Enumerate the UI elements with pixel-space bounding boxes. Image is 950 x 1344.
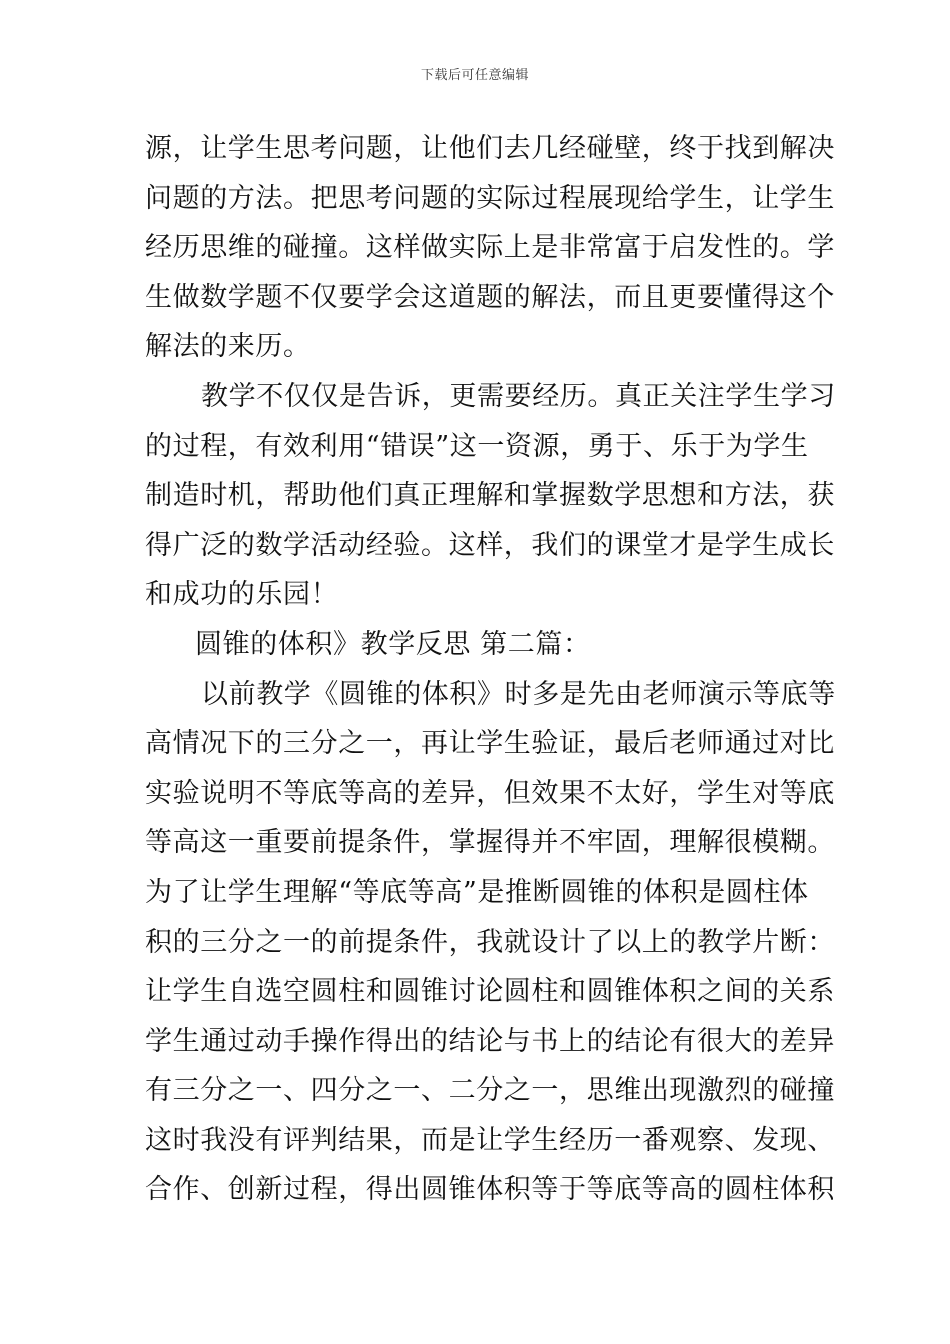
text-line: 教学不仅仅是告诉，更需要经历。真正关注学生学习 [201,380,836,412]
text-line: 生做数学题不仅要学会这道题的解法，而且更要懂得这个 [145,281,835,313]
text-line: 以前教学《圆锥的体积》时多是先由老师演示等底等 [201,678,836,710]
text-line: 积的三分之一的前提条件，我就设计了以上的教学片断： [145,926,835,958]
text-line: 实验说明不等底等高的差异，但效果不太好，学生对等底 [145,777,835,809]
text-line: 问题的方法。把思考问题的实际过程展现给学生，让学生 [145,182,835,214]
section-heading: 圆锥的体积》教学反思 第二篇： [195,628,591,660]
text-line: 有三分之一、四分之一、二分之一，思维出现激烈的碰撞 [145,1075,835,1107]
text-line: 高情况下的三分之一，再让学生验证，最后老师通过对比 [145,728,835,760]
text-line: 源，让学生思考问题，让他们去几经碰壁，终于找到解决 [145,133,835,164]
text-line: 得广泛的数学活动经验。这样，我们的课堂才是学生成长 [145,529,835,561]
text-line: 让学生自选空圆柱和圆锥讨论圆柱和圆锥体积之间的关系 [145,976,835,1008]
text-line: 制造时机，帮助他们真正理解和掌握数学思想和方法，获 [145,480,835,512]
text-line: 的过程，有效利用“错误”这一资源，勇于、乐于为学生 [145,430,809,462]
text-line: 合作、创新过程，得出圆锥体积等于等底等高的圆柱体积 [145,1174,835,1206]
text-line: 这时我没有评判结果，而是让学生经历一番观察、发现、 [145,1124,835,1156]
text-line: 等高这一重要前提条件，掌握得并不牢固，理解很模糊。 [145,827,835,859]
text-line: 为了让学生理解“等底等高”是推断圆锥的体积是圆柱体 [145,876,809,908]
text-line: 经历思维的碰撞。这样做实际上是非常富于启发性的。学 [145,232,835,264]
text-line: 和成功的乐园！ [145,579,339,611]
page-header: 下载后可任意编辑 [420,68,529,83]
text-line: 解法的来历。 [145,331,311,363]
text-line: 学生通过动手操作得出的结论与书上的结论有很大的差异 [145,1025,835,1057]
document-body [145,124,836,1215]
